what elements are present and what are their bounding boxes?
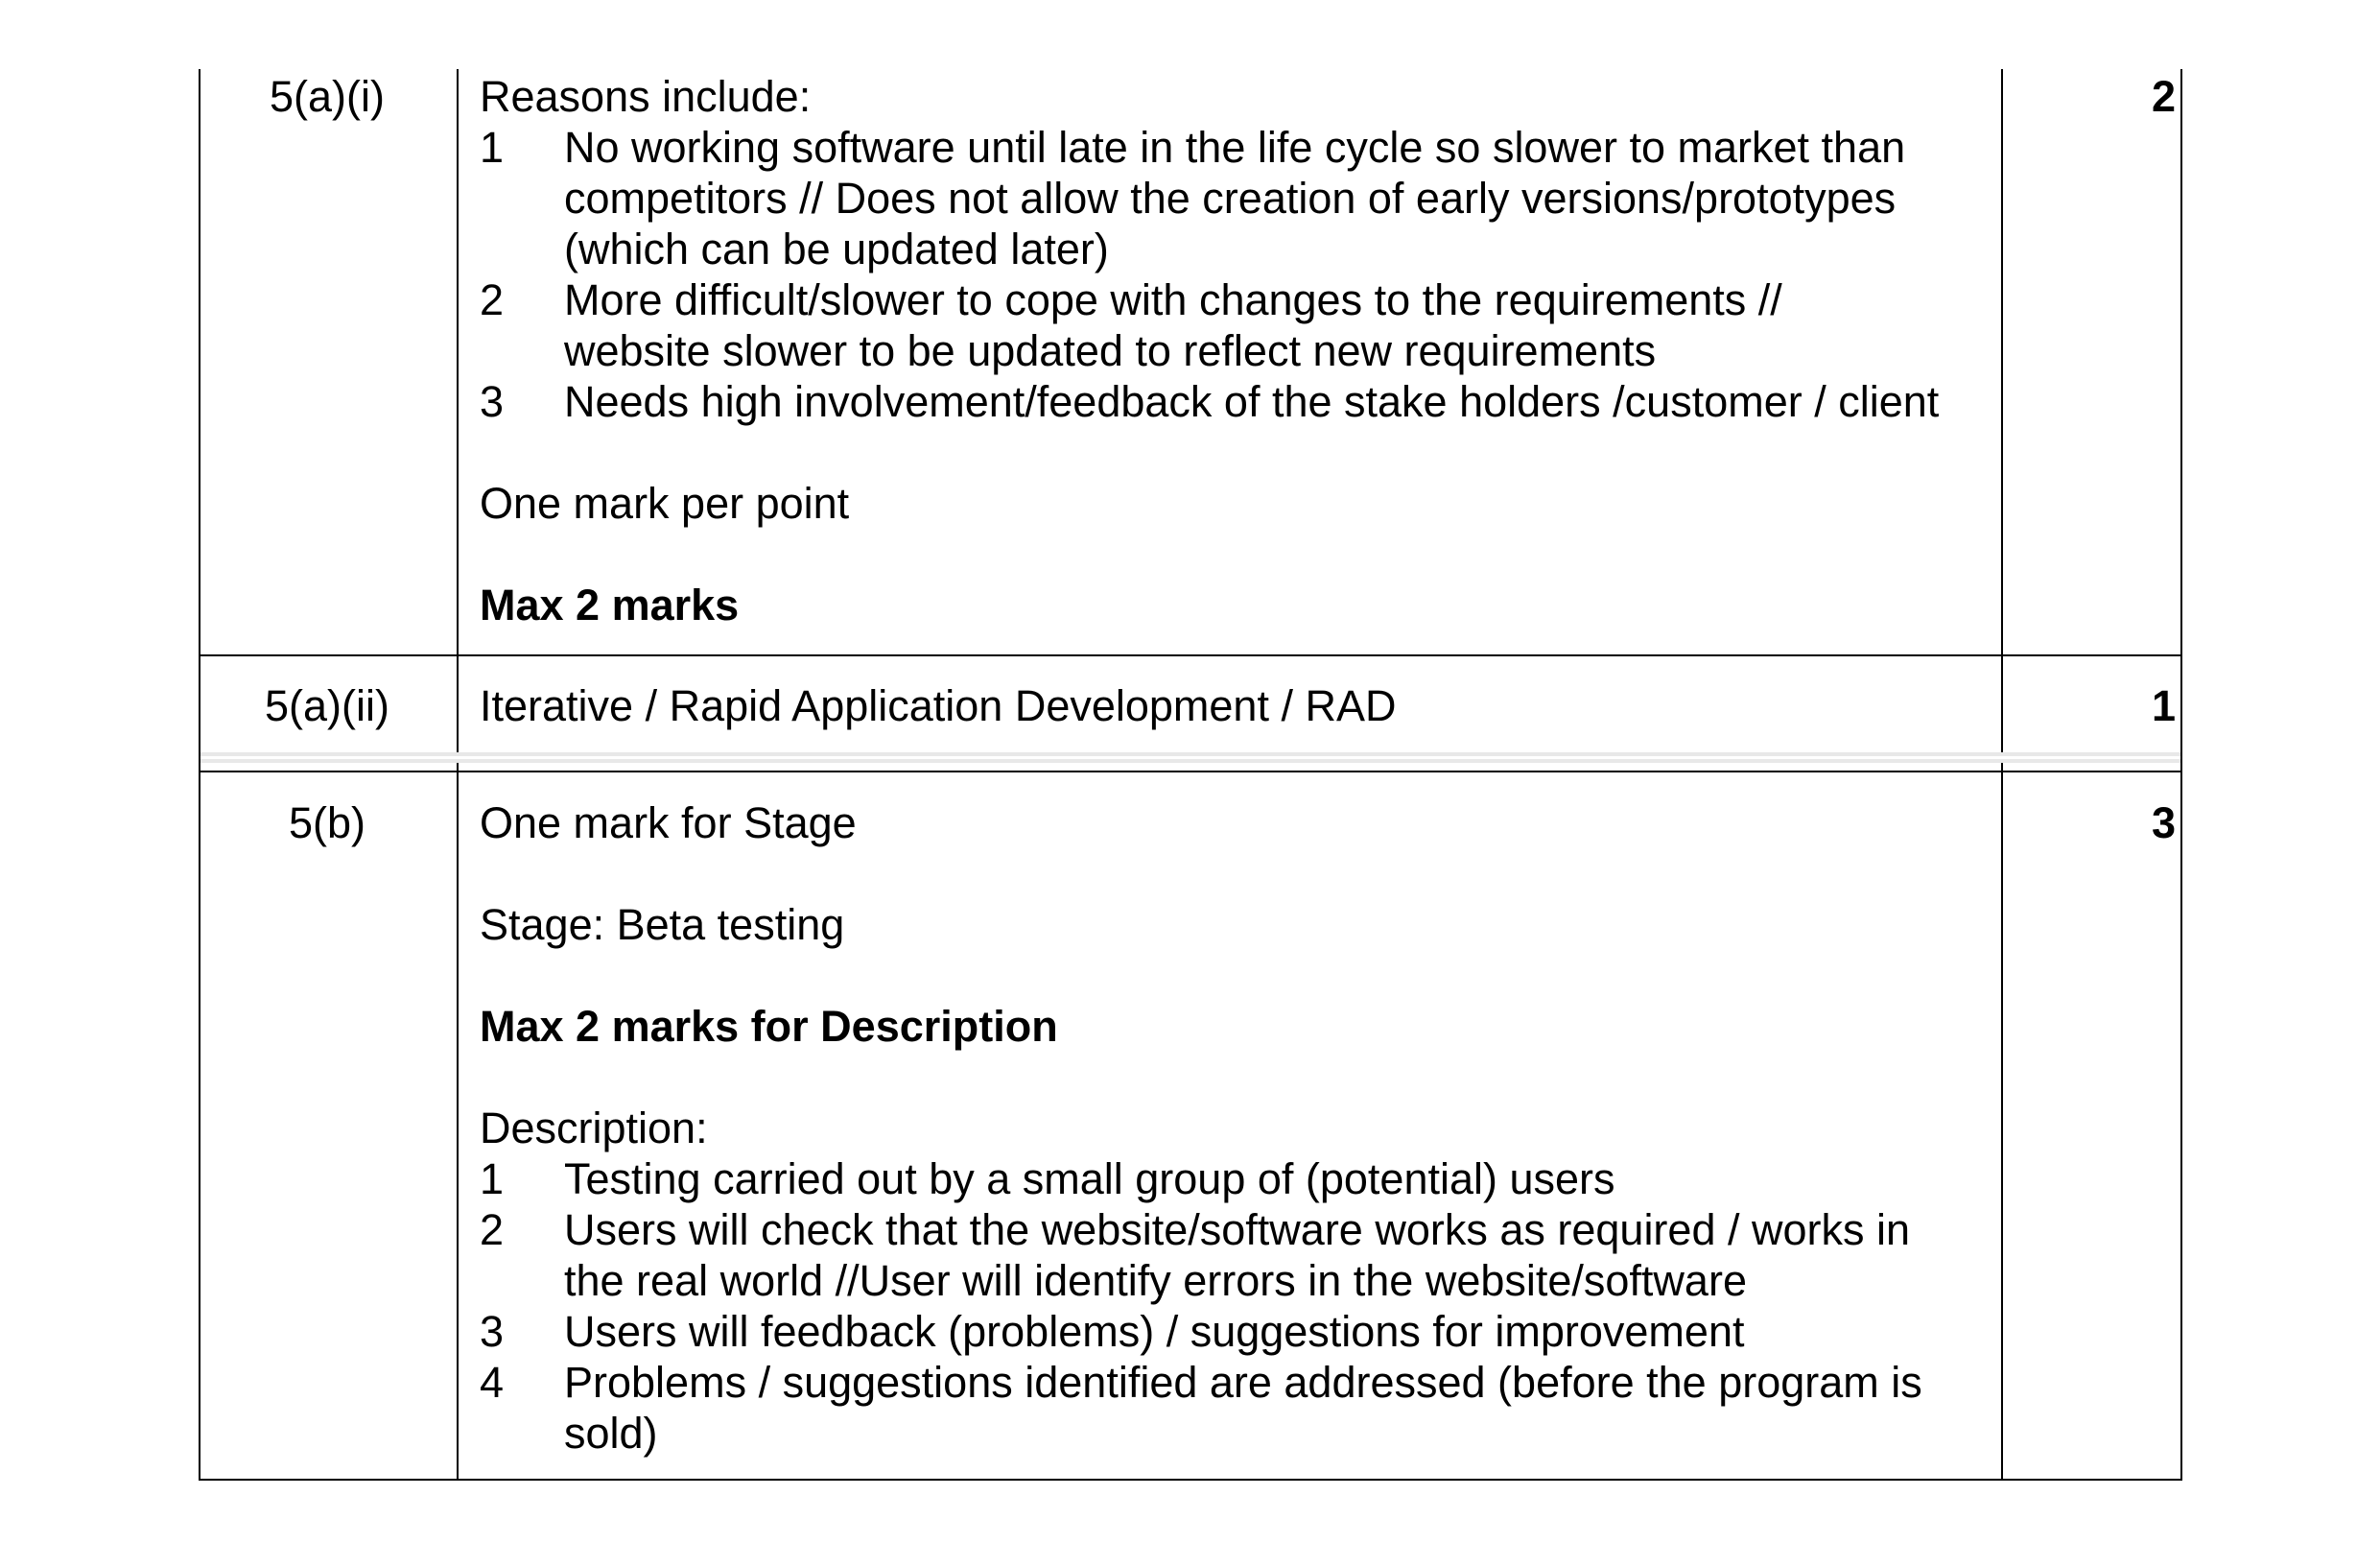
list-item-line: Needs high involvement/feedback of the stake holders /customer / client	[564, 377, 1940, 426]
list-item-number: 2	[480, 1205, 505, 1254]
stage-mark-note: One mark for Stage	[480, 798, 857, 847]
list-item-text	[564, 1153, 1995, 1204]
table-right-border	[2180, 69, 2182, 1481]
list-item-line: More difficult/slower to cope with changes to the requirements //	[564, 275, 1782, 324]
table-left-border	[199, 69, 200, 1481]
list-item-number: 3	[480, 377, 505, 426]
list-item-number: 4	[480, 1358, 505, 1407]
list-item-text	[564, 122, 1995, 274]
list-item-number: 1	[480, 1154, 505, 1203]
row-gap-inner	[200, 756, 2180, 759]
list-item-line: Problems / suggestions identified are addressed (before the program is	[564, 1358, 1922, 1407]
list-item-line: website slower to be updated to reflect new requirements	[564, 326, 1657, 375]
list-item	[480, 1153, 1995, 1204]
answer-block-5b	[480, 797, 1995, 1459]
answer-block-5aii	[480, 680, 1995, 731]
list-item-line: sold)	[564, 1409, 658, 1458]
list-item-text	[564, 376, 1995, 427]
list-item	[480, 376, 1995, 427]
question-number: 5(a)(ii)	[265, 681, 389, 730]
list-item-line: Testing carried out by a small group of (potential) users	[564, 1154, 1615, 1203]
list-item-text	[564, 1306, 1995, 1357]
max-marks-note: Max 2 marks	[480, 581, 740, 629]
description-intro: Description:	[480, 1104, 708, 1152]
list-item-number: 1	[480, 123, 505, 172]
stage-answer: Stage: Beta testing	[480, 900, 845, 949]
list-item-line: (which can be updated later)	[564, 225, 1109, 273]
marks-value: 2	[2151, 72, 2176, 121]
list-item-text	[564, 1204, 1995, 1306]
marks-value: 1	[2151, 681, 2176, 730]
row-divider-1	[199, 654, 2182, 656]
table-bottom-border	[199, 1479, 2182, 1481]
marking-note: One mark per point	[480, 479, 850, 528]
list-item-text	[564, 1357, 1995, 1459]
answer-intro: Reasons include:	[480, 72, 812, 121]
max-marks-note: Max 2 marks for Description	[480, 1002, 1058, 1051]
row-divider-3	[199, 771, 2182, 772]
list-item	[480, 1204, 1995, 1306]
list-item	[480, 1357, 1995, 1459]
list-item-line: competitors // Does not allow the creation of early versions/prototypes	[564, 174, 1897, 223]
list-item-number: 3	[480, 1307, 505, 1356]
question-number: 5(a)(i)	[270, 72, 385, 121]
table-col-divider-1	[457, 69, 459, 1481]
table-col-divider-2	[2001, 69, 2003, 1481]
list-item-number: 2	[480, 275, 505, 324]
list-item	[480, 274, 1995, 376]
list-item-line: the real world //User will identify errors in the website/software	[564, 1256, 1747, 1305]
list-item-text	[564, 274, 1995, 376]
answer-block-5ai	[480, 71, 1995, 630]
list-item-line: Users will check that the website/software works as required / works in	[564, 1205, 1911, 1254]
list-item	[480, 122, 1995, 274]
answer-text: Iterative / Rapid Application Development / RAD	[480, 681, 1397, 730]
list-item-line: Users will feedback (problems) / suggestions for improvement	[564, 1307, 1745, 1356]
question-number: 5(b)	[288, 798, 366, 847]
list-item	[480, 1306, 1995, 1357]
list-item-line: No working software until late in the life cycle so slower to market than	[564, 123, 1906, 172]
marks-value: 3	[2151, 798, 2176, 847]
